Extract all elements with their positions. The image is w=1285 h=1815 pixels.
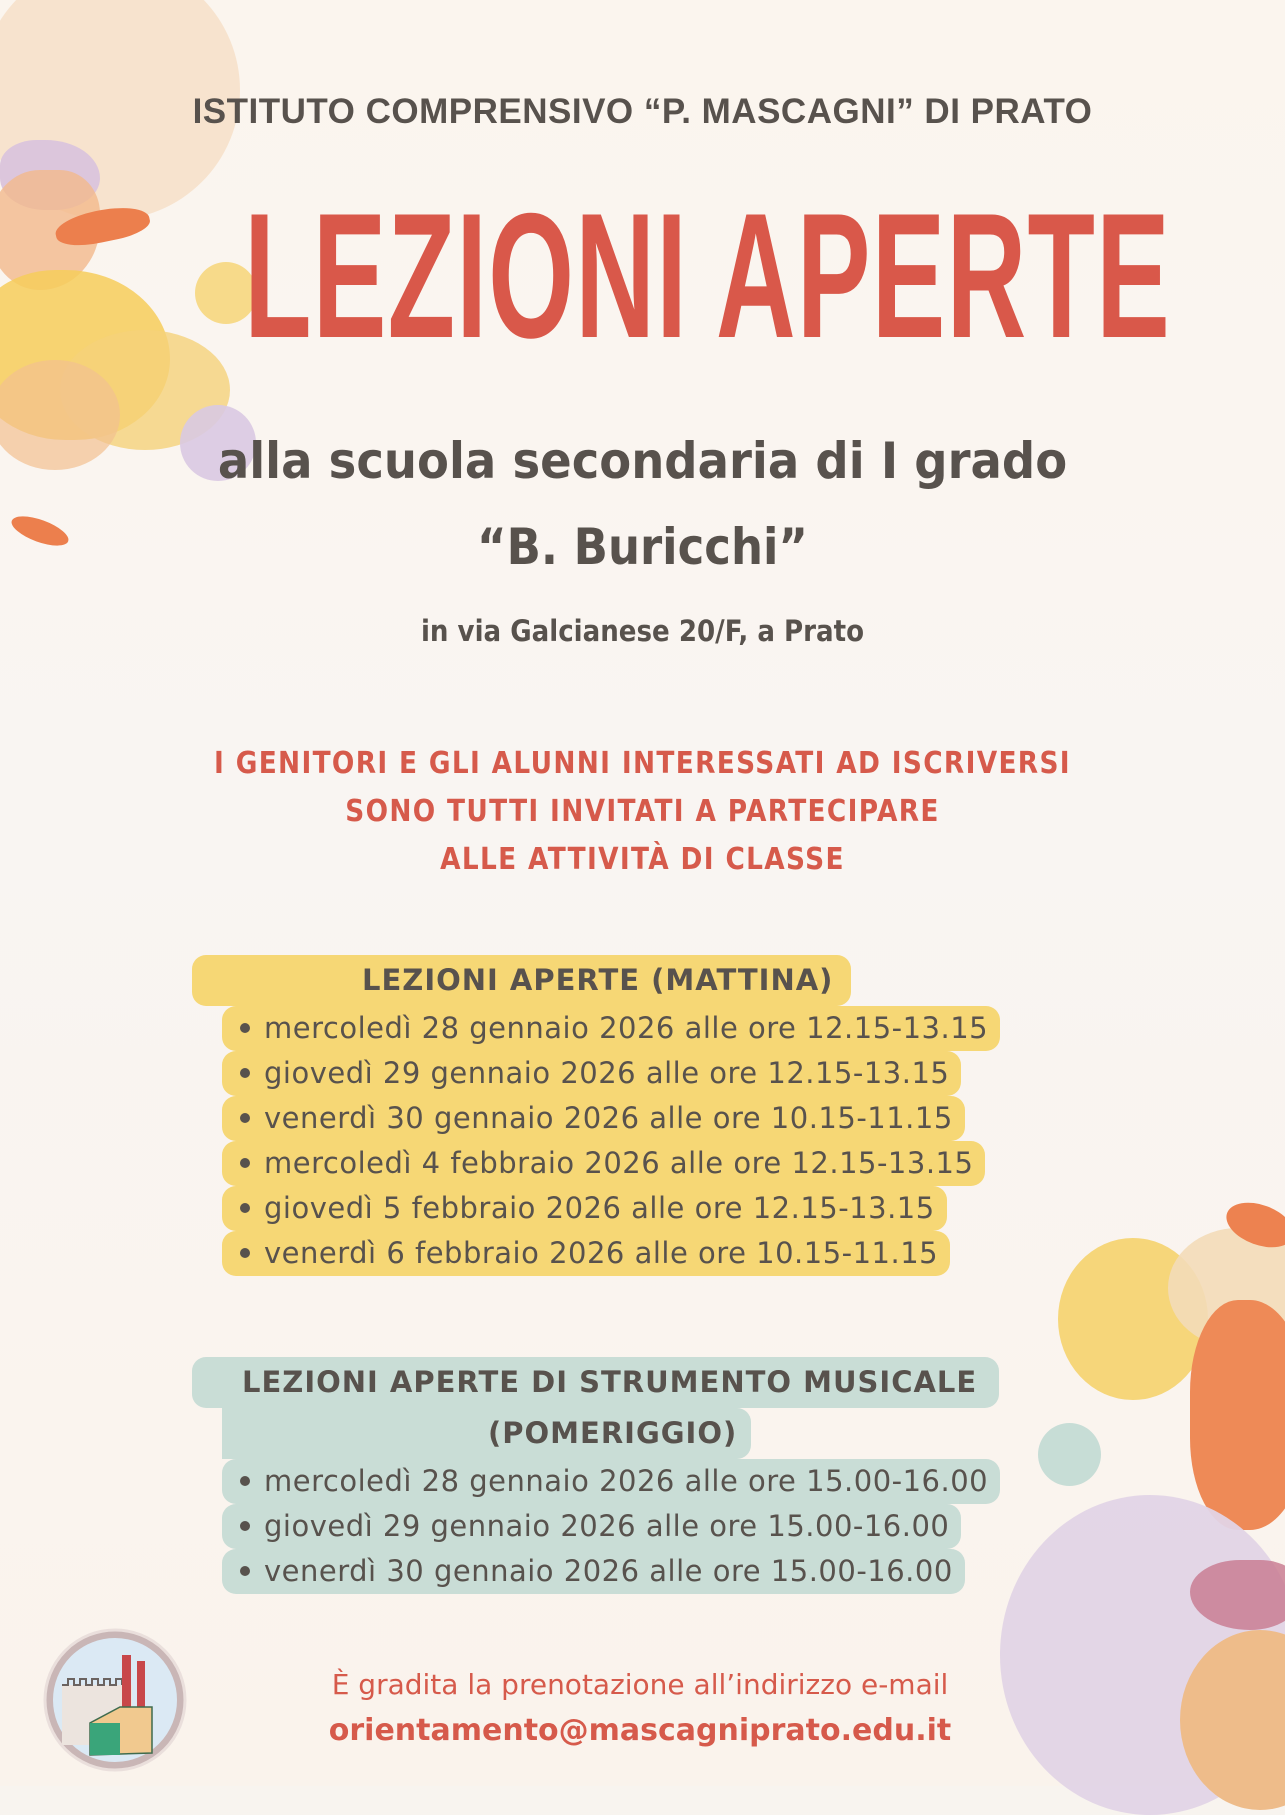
- bullet-icon: [240, 1023, 250, 1033]
- invitation-line: ALLE ATTIVITÀ DI CLASSE: [440, 842, 845, 877]
- bullet-icon: [240, 1521, 250, 1531]
- invitation-line: I GENITORI E GLI ALUNNI INTERESSATI AD ISCRIVERSI: [214, 746, 1071, 781]
- bullet-icon: [240, 1113, 250, 1123]
- list-item: mercoledì 28 gennaio 2026 alle ore 12.15-13.15: [222, 1006, 1000, 1051]
- music-section-heading: LEZIONI APERTE DI STRUMENTO MUSICALE: [192, 1357, 999, 1408]
- bullet-icon: [240, 1566, 250, 1576]
- contact-email-link[interactable]: orientamento@mascagniprato.edu.it: [328, 1713, 952, 1748]
- school-address: in via Galcianese 20/F, a Prato: [420, 614, 865, 648]
- list-item: giovedì 29 gennaio 2026 alle ore 12.15-13.15: [222, 1051, 961, 1096]
- morning-lessons-section: [0, 955, 1285, 1276]
- bullet-icon: [240, 1476, 250, 1486]
- list-item: venerdì 30 gennaio 2026 alle ore 15.00-16.00: [222, 1549, 965, 1594]
- music-section-subheading: (POMERIGGIO): [222, 1408, 751, 1459]
- school-logo: [40, 1625, 190, 1775]
- school-name: “B. Buricchi”: [477, 518, 808, 576]
- booking-note: È gradita la prenotazione all’indirizzo e-mail: [331, 1668, 949, 1701]
- institute-name: ISTITUTO COMPRENSIVO “P. MASCAGNI” DI PRATO: [192, 92, 1093, 131]
- bullet-icon: [240, 1158, 250, 1168]
- school-logo-icon: [40, 1625, 190, 1775]
- list-item: giovedì 5 febbraio 2026 alle ore 12.15-13.15: [222, 1186, 947, 1231]
- bullet-icon: [240, 1068, 250, 1078]
- school-type: alla scuola secondaria di I grado: [217, 432, 1068, 490]
- page-title: LEZIONI APERTE: [244, 176, 1172, 375]
- list-item: mercoledì 4 febbraio 2026 alle ore 12.15-13.15: [222, 1141, 985, 1186]
- bullet-icon: [240, 1203, 250, 1213]
- list-item: venerdì 6 febbraio 2026 alle ore 10.15-11.15: [222, 1231, 950, 1276]
- list-item: giovedì 29 gennaio 2026 alle ore 15.00-16.00: [222, 1504, 961, 1549]
- morning-section-heading: LEZIONI APERTE (MATTINA): [192, 955, 851, 1006]
- list-item: venerdì 30 gennaio 2026 alle ore 10.15-11.15: [222, 1096, 965, 1141]
- invitation-line: SONO TUTTI INVITATI A PARTECIPARE: [345, 794, 940, 829]
- music-lessons-section: [0, 1357, 1285, 1594]
- bullet-icon: [240, 1248, 250, 1258]
- list-item: mercoledì 28 gennaio 2026 alle ore 15.00-16.00: [222, 1459, 1000, 1504]
